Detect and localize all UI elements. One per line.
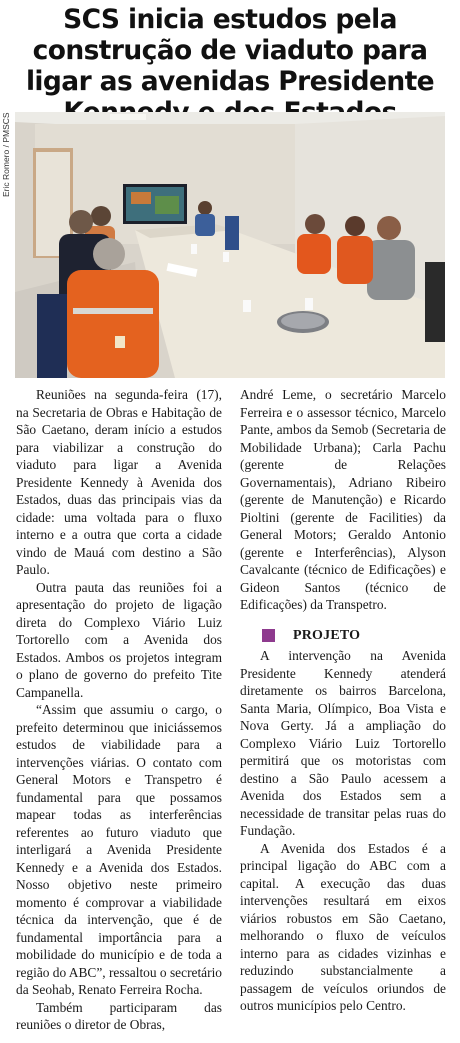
article-headline: SCS inicia estudos pela construção de viaduto para ligar as avenidas Presidente: [25, 4, 435, 97]
paragraph-continued: André Leme, o secretário Marcelo Ferreira e o assessor técnico, Marcelo Pante, ambos da Semob (Secretaria de Mobilidade Urbana); Carla Pachu (gerente de Relações Governamentais), Adriano Ribeiro (gerente de Manutenção) e Ricardo Pioltini (gerente de Facilities) da General Motors; Geraldo Antonio (gerente e Interferências), Alyson Cavalcante (técnico de Edificações) e Gideon Santos (técnico de Edificações) da Transpetro.: [240, 387, 446, 612]
paragraph: Também participaram das reuniões o diretor de Obras,: [16, 999, 222, 1032]
paragraph: Outra pauta das reuniões foi a apresentação do projeto de ligação direta do Complexo Viário Luiz Tortorello com a Avenida dos Estados. Ambos os projetos integram o plano de governo do prefeito Tite Campanella.: [16, 579, 222, 700]
paragraph: A Avenida dos Estados é a principal ligação do ABC com a capital. A execução das duas intervenções resultará em eixos viários robustos em São Caetano, melhorando o fluxo de veículos interno para as cidades vizinhas e reduzindo substancialmente a passagem de veículos oriundos de outros municípios pelo Centro.: [240, 840, 446, 1013]
section-bullet-icon: [262, 629, 275, 642]
photo-credit: Eric Romero / PMSCS: [1, 112, 11, 197]
article-column-right: [240, 386, 446, 1015]
section-title: PROJETO: [293, 627, 361, 643]
meeting-photo: [15, 112, 445, 378]
paragraph: A intervenção na Avenida Presidente Kennedy atenderá diretamente os bairros Barcelona, Santa Maria, Olímpico, Boa Vista e Nova Gerty. Já a ampliação do Complexo Viário Luiz Tortorello permitirá que os motoristas com destino a São Paulo acessem a Avenida dos Estados sem a necessidade de transitar pelas ruas do Fundação.: [240, 648, 446, 838]
article-column-left: [16, 386, 222, 1034]
section-heading: [240, 627, 446, 645]
paragraph: Reuniões na segunda-feira (17), na Secretaria de Obras e Habitação de São Caetano, deram início a estudos para viabilizar a construção do viaduto para ligar a Avenida Presidente Kennedy à Avenida dos Estados, duas das principais vias da cidade: uma voltada para o fluxo interno e a outra que corta a cidade vindo de Mauá com destino a São Paulo.: [16, 387, 222, 577]
paragraph: “Assim que assumiu o cargo, o prefeito determinou que iniciássemos estudos de viabilidade para a intervenções viárias. O contato com General Motors e Transpetro é fundamental para que possamos mapear todas as interferências referentes ao futuro viaduto que interligará a Avenida Presidente Kennedy e a Avenida dos Estados. Nosso objetivo neste primeiro momento é comprovar a viabilidade técnica da intervenção, que é de fundamental importância para a mobilidade do município e de toda a região do ABC”, ressaltou o secretário da Seohab, Renato Ferreira Rocha.: [16, 702, 223, 997]
